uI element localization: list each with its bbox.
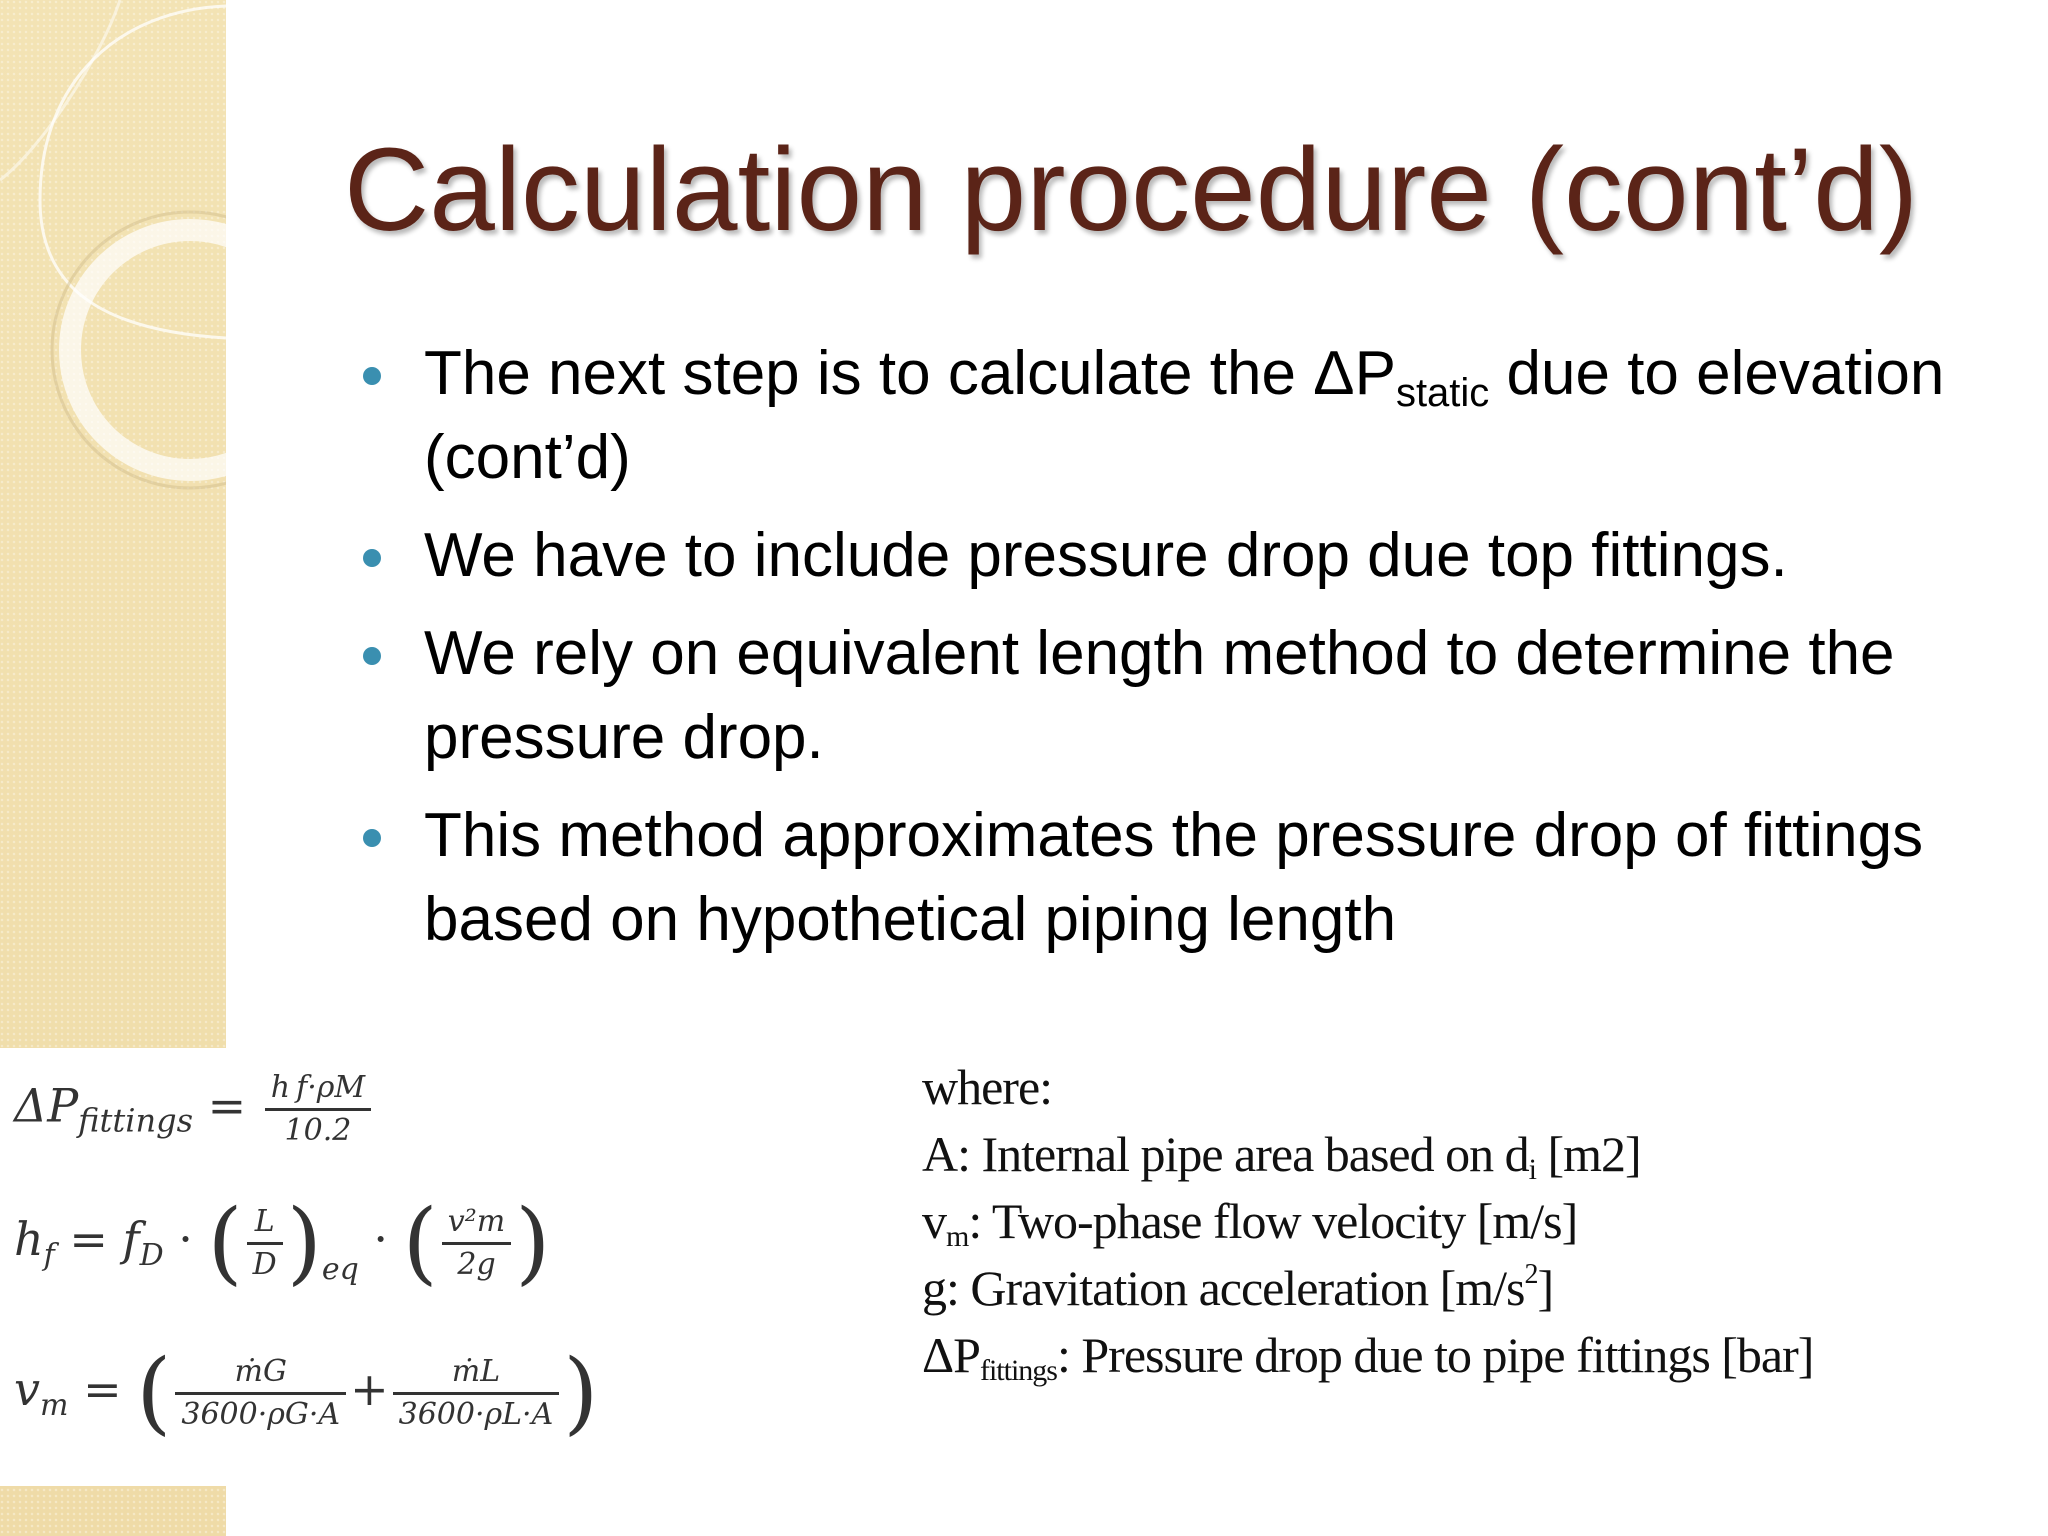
- bullet-dot-icon: [363, 829, 381, 847]
- bullet-item: We rely on equivalent length method to determine the pressure drop.: [360, 612, 2020, 780]
- slide-title: Calculation procedure (cont’d): [344, 124, 1919, 256]
- bullet-dot-icon: [363, 367, 381, 385]
- variable-legend: [922, 1054, 1813, 1389]
- legend-item: A: Internal pipe area based on $d_i$ [m2]: [922, 1126, 1641, 1186]
- formula-dp-fittings: $\Delta P_{fittings}$ = $\frac{\text{h f·ρM}}{10.2}$: [14, 1068, 375, 1151]
- bullet-list: [360, 332, 2020, 976]
- formula-image: [0, 1048, 690, 1486]
- legend-heading: where:: [922, 1059, 1053, 1115]
- bullet-item: This method approximates the pressure drop of fittings based on hypothetical piping length: [360, 794, 2020, 962]
- bullet-dot-icon: [363, 647, 381, 665]
- formula-hf: $h_f = f_D$ · ( $\frac{L}{D}$ )$_{eq}$ · ( $\frac{\text{v²m}}{2g}$ ): [14, 1190, 551, 1295]
- bullet-item: We have to include pressure drop due top fittings.: [360, 514, 2020, 598]
- bullet-item: The next step is to calculate the $\Delta P_{static}$ due to elevation (cont’d): [360, 332, 2020, 500]
- bullet-dot-icon: [363, 549, 381, 567]
- legend-item: g: Gravitation acceleration $[m/s^2]$: [922, 1259, 1554, 1316]
- formula-vm: $v_m$ = ( $\frac{\text{ṁG}}{3600\cdot\rho G\cdot A}$ + $\frac{\text{ṁL}}{3600\cdot\rho L\cdot A}$ ): [14, 1340, 599, 1445]
- legend-item: $v_m$: Two-phase flow velocity [m/s]: [922, 1193, 1578, 1253]
- legend-item: $\Delta P_{fittings}$: Pressure drop due to pipe fittings [bar]: [922, 1327, 1814, 1387]
